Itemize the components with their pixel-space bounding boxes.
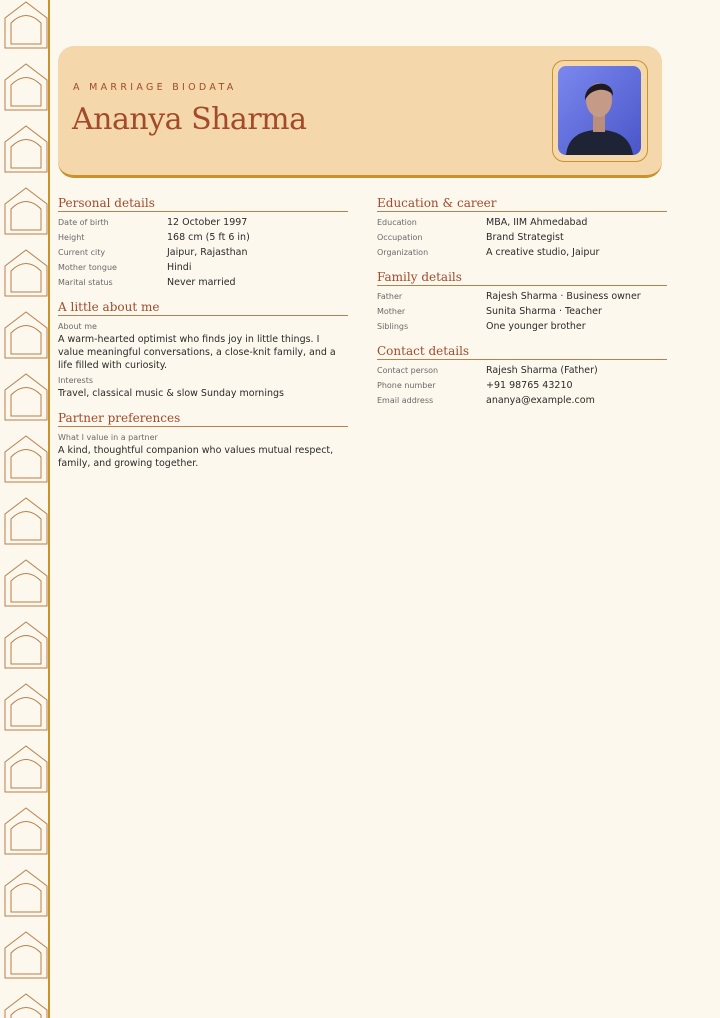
detail-row [377, 306, 667, 321]
detail-label: Current city [58, 248, 106, 257]
arch-ornament [5, 870, 47, 916]
personal-details-title: Personal details [58, 196, 348, 212]
detail-label: Occupation [377, 233, 423, 242]
arch-ornament [5, 498, 47, 544]
detail-value: Hindi [167, 262, 192, 273]
interests-text: Travel, classical music & slow Sunday mornings [58, 388, 284, 399]
arch-ornament [5, 932, 47, 978]
detail-row [377, 247, 667, 262]
email-value[interactable]: ananya@example.com [486, 395, 595, 406]
detail-row [58, 277, 348, 292]
biodata-eyebrow: A MARRIAGE BIODATA [73, 82, 237, 93]
partner-label: What I value in a partner [58, 433, 158, 442]
about-title: A little about me [58, 300, 348, 316]
detail-row [58, 262, 348, 277]
detail-value: MBA, IIM Ahmedabad [486, 217, 588, 228]
detail-label: Mother tongue [58, 263, 117, 272]
profile-name: Ananya Sharma [72, 102, 307, 137]
arch-ornament [5, 746, 47, 792]
arch-ornament [5, 312, 47, 358]
detail-value: Jaipur, Rajasthan [167, 247, 248, 258]
detail-label: Siblings [377, 322, 409, 331]
detail-label: Education [377, 218, 417, 227]
left-column [58, 196, 348, 473]
partner-text: A kind, thoughtful companion who values mutual respect, family, and growing together. [58, 445, 334, 469]
detail-label: Contact person [377, 366, 439, 375]
arch-ornament [5, 126, 47, 172]
detail-row [377, 380, 667, 395]
detail-label: Mother [377, 307, 406, 316]
profile-photo [552, 60, 648, 162]
detail-value: 168 cm (5 ft 6 in) [167, 232, 250, 243]
detail-label: Phone number [377, 381, 436, 390]
detail-value: Never married [167, 277, 236, 288]
detail-label: Height [58, 233, 85, 242]
detail-value: Sunita Sharma · Teacher [486, 306, 602, 317]
detail-label: Organization [377, 248, 429, 257]
phone-value[interactable]: +91 98765 43210 [486, 380, 573, 391]
education-title: Education & career [377, 196, 667, 212]
arch-ornament [5, 188, 47, 234]
arch-ornament [5, 622, 47, 668]
arch-ornament [5, 64, 47, 110]
detail-value: One younger brother [486, 321, 586, 332]
detail-value: Brand Strategist [486, 232, 564, 243]
arch-ornament [5, 808, 47, 854]
family-title: Family details [377, 270, 667, 286]
partner-title: Partner preferences [58, 411, 348, 427]
arch-ornament [5, 374, 47, 420]
arch-ornament [5, 436, 47, 482]
detail-row [58, 247, 348, 262]
detail-value: A creative studio, Jaipur [486, 247, 600, 258]
detail-row [58, 217, 348, 232]
arch-ornament [5, 250, 47, 296]
contact-title: Contact details [377, 344, 667, 360]
arch-ornament [5, 560, 47, 606]
detail-row [377, 365, 667, 380]
header-card [58, 46, 662, 178]
about-label: About me [58, 322, 97, 331]
arch-ornament [5, 684, 47, 730]
decorative-border [0, 0, 50, 1018]
detail-row [377, 291, 667, 306]
right-column [377, 196, 667, 410]
detail-value: 12 October 1997 [167, 217, 248, 228]
detail-label: Marital status [58, 278, 113, 287]
detail-value: Rajesh Sharma · Business owner [486, 291, 641, 302]
detail-label: Date of birth [58, 218, 109, 227]
arch-ornament [5, 2, 47, 48]
detail-label: Email address [377, 396, 434, 405]
detail-row [377, 232, 667, 247]
about-text: A warm-hearted optimist who finds joy in little things. I value meaningful conversations, a close-knit family, and a life filled with curiosity. [58, 334, 336, 371]
detail-row [377, 321, 667, 336]
detail-row [377, 217, 667, 232]
detail-label: Father [377, 292, 403, 301]
detail-value: Rajesh Sharma (Father) [486, 365, 598, 376]
detail-row [58, 232, 348, 247]
arch-ornament [5, 994, 47, 1018]
interests-label: Interests [58, 376, 93, 385]
detail-row [377, 395, 667, 410]
